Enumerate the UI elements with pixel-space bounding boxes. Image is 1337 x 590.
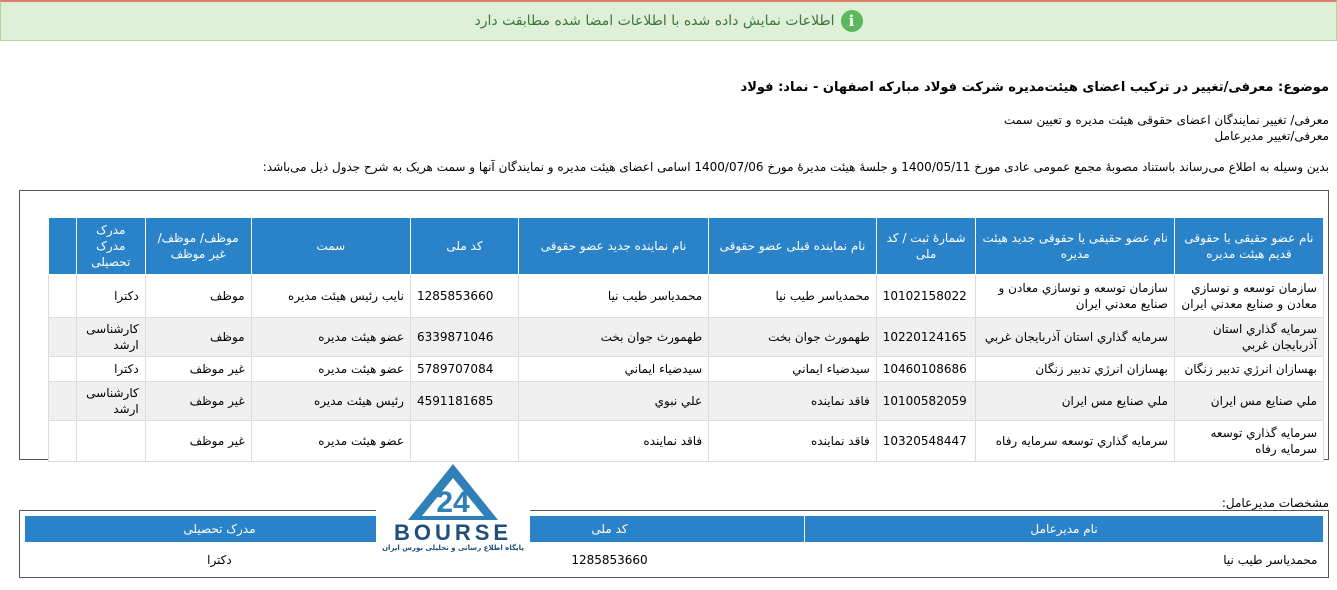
cell-reg-number: 10220124165 [876,318,976,357]
cell-degree: دکترا [76,357,145,382]
col-employment: موظف/ موظف/غیر موظف [145,218,251,275]
cell-new-member: سرمايه گذاري توسعه سرمايه رفاه [976,421,1174,462]
table-row [49,382,1324,421]
col-prev-rep: نام نماینده قبلی عضو حقوقی [709,218,877,275]
announcement-line: معرفی/ تغییر نمایندگان اعضای حقوقی هیئت مدیره و تعیین سمت [1003,113,1329,127]
verification-banner [0,0,1337,41]
col-old-member: نام عضو حقیقی یا حقوقی قدیم هیئت مدیره [1174,218,1323,275]
cell-new-rep: محمدياسر طيب نيا [518,275,708,318]
logo-mark: 24 [436,486,470,519]
cell-ceo-name: محمدياسر طيب نيا [1223,553,1318,567]
cell-prev-rep: فاقد نماينده [709,382,877,421]
announcement-intro: بدین وسیله به اطلاع می‌رساند باستناد مصوبهٔ مجمع عمومی عادی مورخ 1400/05/11 و جلسهٔ هیئت مدیرهٔ مورخ 1400/07/06 اسامی اعضای هیئت مدیره و نمایندگان آنها و سمت هریک به شرح جدول ذیل می‌باشد: [262,160,1329,174]
table-row [49,357,1324,382]
cell-position: عضو هیئت مدیره [251,318,410,357]
cell-national-id: 1285853660 [410,275,518,318]
banner-text: اطلاعات نمایش داده شده با اطلاعات امضا شده مطابقت دارد [474,13,835,29]
cell-employment: غیر موظف [145,357,251,382]
cell-ceo-degree: دکترا [207,553,232,567]
bourse-logo-icon [376,462,530,522]
col-ceo-national-id: کد ملی [414,516,804,543]
col-spacer [49,218,77,275]
col-degree: مدرک مدرک تحصیلی [76,218,145,275]
cell-new-rep: طهمورث جوان بخت [518,318,708,357]
col-new-member: نام عضو حقیقی یا حقوقی جدید هیئت مدیره [976,218,1174,275]
cell-spacer [49,275,77,318]
table-row [49,421,1324,462]
cell-spacer [49,421,77,462]
cell-reg-number: 10102158022 [876,275,976,318]
cell-position: عضو هیئت مدیره [251,357,410,382]
cell-new-rep: سيدضياء ايماني [518,357,708,382]
bourse-logo [376,462,530,560]
info-icon: i [841,10,863,32]
cell-degree: کارشناسی ارشد [76,382,145,421]
cell-new-member: بهسازان انرژي تدبير زنگان [976,357,1174,382]
col-reg-number: شمارهٔ ثبت / کد ملی [876,218,976,275]
cell-reg-number: 10100582059 [876,382,976,421]
cell-position: رئیس هیئت مدیره [251,382,410,421]
cell-old-member: ملي صنايع مس ايران [1174,382,1323,421]
cell-new-member: سرمايه گذاري استان آذربايجان غربي [976,318,1174,357]
cell-national-id [410,421,518,462]
table-row [49,318,1324,357]
ceo-section-label: مشخصات مدیرعامل: [1221,496,1329,510]
cell-new-rep: فاقد نماينده [518,421,708,462]
cell-degree [76,421,145,462]
cell-new-member: ملي صنايع مس ايران [976,382,1174,421]
cell-position: عضو هیئت مدیره [251,421,410,462]
board-table [48,217,1324,462]
cell-prev-rep: طهمورث جوان بخت [709,318,877,357]
cell-reg-number: 10320548447 [876,421,976,462]
cell-employment: موظف [145,275,251,318]
cell-old-member: سرمايه گذاري توسعه سرمايه رفاه [1174,421,1323,462]
col-ceo-name: نام مدیرعامل [805,516,1324,543]
cell-national-id: 5789707084 [410,357,518,382]
cell-employment: غیر موظف [145,382,251,421]
cell-old-member: سازمان توسعه و نوسازي معادن و صنايع معدني ايران [1174,275,1323,318]
board-table-container [19,190,1329,460]
cell-national-id: 6339871046 [410,318,518,357]
col-position: سمت [251,218,410,275]
col-national-id: کد ملی [410,218,518,275]
cell-spacer [49,382,77,421]
announcement-line: معرفی/تغییر مدیرعامل [1214,129,1329,143]
cell-reg-number: 10460108686 [876,357,976,382]
cell-degree: دکترا [76,275,145,318]
col-ceo-degree: مدرک تحصیلی [25,516,415,543]
logo-text: BOURSE [393,520,513,545]
cell-spacer [49,357,77,382]
cell-prev-rep: فاقد نماينده [709,421,877,462]
announcement-lines [1004,112,1329,144]
cell-national-id: 4591181685 [410,382,518,421]
cell-employment: غیر موظف [145,421,251,462]
cell-spacer [49,318,77,357]
table-row [49,275,1324,318]
cell-old-member: سرمايه گذاري استان آذربايجان غربي [1174,318,1323,357]
table-row [25,543,1324,578]
cell-old-member: بهسازان انرژي تدبير زنگان [1174,357,1323,382]
cell-degree: کارشناسی ارشد [76,318,145,357]
board-header-row [49,218,1324,275]
cell-new-member: سازمان توسعه و نوسازي معادن و صنايع معدني ايران [976,275,1174,318]
cell-ceo-national-id: 1285853660 [571,553,648,567]
cell-employment: موظف [145,318,251,357]
ceo-header-row [25,516,1324,543]
announcement-subject: موضوع: معرفی/تغییر در ترکیب اعضای هیئت‌مدیره شرکت فولاد مبارکه اصفهان - نماد: فولاد [740,80,1329,95]
cell-prev-rep: محمدياسر طيب نيا [709,275,877,318]
cell-prev-rep: سيدضياء ايماني [709,357,877,382]
col-new-rep: نام نماینده جدید عضو حقوقی [518,218,708,275]
ceo-table [24,515,1324,577]
cell-position: نایب رئیس هیئت مدیره [251,275,410,318]
cell-new-rep: علي نبوي [518,382,708,421]
ceo-table-container [19,510,1329,578]
logo-subtitle: پایگاه اطلاع رسانی و تحلیلی بورس ایران [382,544,524,552]
